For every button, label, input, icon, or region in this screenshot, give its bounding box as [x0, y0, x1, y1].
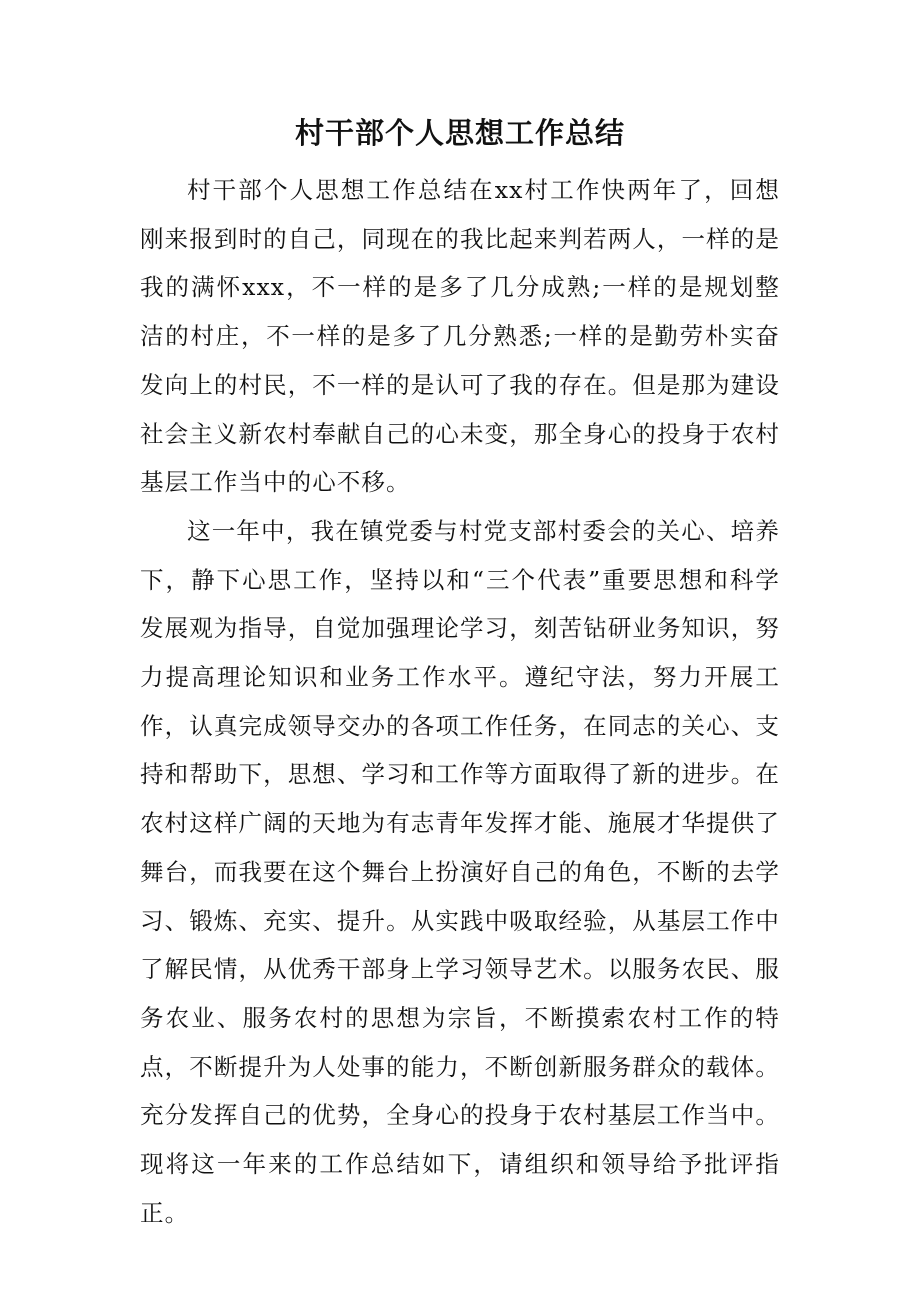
paragraph-year-review: 这一年中，我在镇党委与村党支部村委会的关心、培养下，静下心思工作，坚持以和“三个代表”重要思想和科学发展观为指导，自觉加强理论学习，刻苦钻研业务知识，努力提高理论知识和业务工作水平。遵纪守法，努力开展工作，认真完成领导交办的各项工作任务，在同志的关心、支持和帮助下，思想、学习和工作等方面取得了新的进步。在农村这样广阔的天地为有志青年发挥才能、施展才华提供了舞台，而我要在这个舞台上扮演好自己的角色，不断的去学习、锻炼、充实、提升。从实践中吸取经验，从基层工作中了解民情，从优秀干部身上学习领导艺术。以服务农民、服务农业、服务农村的思想为宗旨，不断摸索农村工作的特点，不断提升为人处事的能力，不断创新服务群众的载体。充分发挥自己的优势，全身心的投身于农村基层工作当中。现将这一年来的工作总结如下，请组织和领导给予批评指正。: [140, 516, 780, 1227]
document-title: 村干部个人思想工作总结: [294, 116, 625, 150]
document-body: [140, 166, 780, 1237]
paragraph-intro: 村干部个人思想工作总结在xx村工作快两年了，回想刚来报到时的自己，同现在的我比起来判若两人，一样的是我的满怀xxx，不一样的是多了几分成熟;一样的是规划整洁的村庄，不一样的是多了几分熟悉;一样的是勤劳朴实奋发向上的村民，不一样的是认可了我的存在。但是那为建设社会主义新农村奉献自己的心未变，那全身心的投身于农村基层工作当中的心不移。: [140, 176, 780, 497]
